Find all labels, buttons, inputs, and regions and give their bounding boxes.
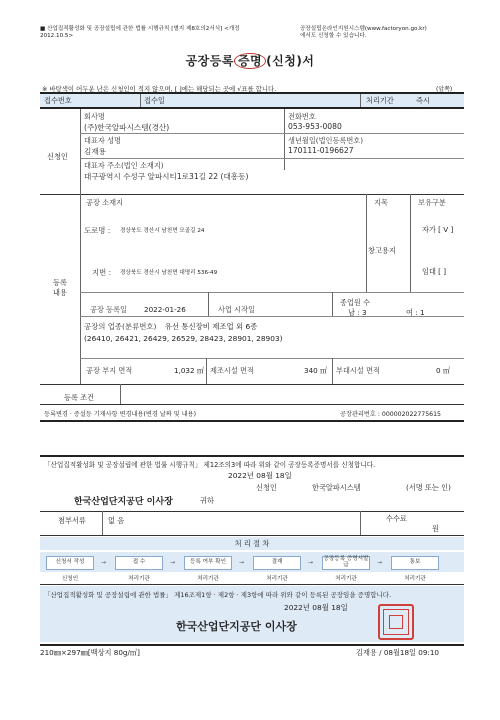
- receipt-row: [40, 94, 464, 107]
- title-circled-word: 증명: [234, 53, 266, 69]
- sign-or-seal-label: (서명 또는 인): [406, 483, 451, 492]
- process-step-box: 통보: [391, 556, 439, 570]
- process-step-actor: 처리기관: [335, 576, 357, 582]
- self-owned-checkbox: 자가 [ V ]: [422, 225, 454, 234]
- female-employees-value: 1: [419, 308, 425, 317]
- female-employees-label: 여 :: [406, 308, 418, 317]
- process-arrow-icon: →: [239, 559, 245, 566]
- registration-label-line-1: 등록: [53, 278, 67, 287]
- lot-address-value: 경상북도 경산시 남천면 대명리 536-49: [120, 270, 218, 276]
- factory-location-label: 공장 소재지: [86, 198, 124, 207]
- phone-label: 전화번호: [288, 112, 316, 121]
- addressee: 한국산업단지공단 이사장: [74, 497, 173, 507]
- process-step-box: 등록 여부 확인: [184, 556, 232, 570]
- land-category-value: 창고용지: [368, 246, 396, 255]
- birth-date-value: 170111-0196627: [288, 146, 354, 155]
- industry-codes: (26410, 26421, 26429, 26529, 28423, 28901, 28903): [84, 334, 283, 343]
- business-start-label: 사업 시작일: [218, 305, 256, 314]
- process-step-box: 결재: [253, 556, 301, 570]
- online-site-line-1: 공장설립온라인지원시스템(www.factoryon.go.kr): [300, 26, 427, 32]
- process-step-actor: 처리기관: [266, 576, 288, 582]
- processing-period-label: 처리기간: [366, 96, 394, 105]
- process-step-actor: 처리기관: [197, 576, 219, 582]
- attachments-value: 없 음: [108, 516, 125, 525]
- fee-label: 수수료: [386, 514, 407, 523]
- official-seal: [378, 604, 414, 640]
- lot-address-label: 지번 :: [92, 268, 112, 277]
- receipt-number-label: 접수번호: [44, 96, 72, 105]
- representative-name-value: 김재용: [84, 147, 107, 156]
- employees-label: 종업원 수: [340, 298, 371, 307]
- law-reference-line-1: ■ 산업집적활성화 및 공장설립에 관한 법률 시행규칙 [별지 제8호의2서식] <개정: [40, 26, 240, 32]
- applicant-section-label: 신청인: [47, 152, 68, 161]
- conditions-label: 등록 조건: [64, 393, 95, 402]
- process-step-box: 공장등록 증명서발급: [323, 556, 369, 568]
- birth-date-label: 생년월일(법인등록번호): [288, 136, 364, 145]
- certification-statement: 「산업집적활성화 및 공장설립에 관한 법률」 제16조제1항 · 제2항 · 제3항에 따라 위와 같이 등록된 공장임을 증명합니다.: [44, 591, 392, 599]
- applicant-signature-label: 신청인: [256, 483, 277, 492]
- registration-label-line-2: 내용: [53, 288, 67, 298]
- document-title: [0, 52, 500, 69]
- factory-management-number-label: 공장관리번호 :: [340, 411, 380, 418]
- application-statement: 「산업집적활성화 및 공장설립에 관한 법률 시행규칙」 제12조의3에 따라 위와 같이 공장등록증명서를 신청합니다.: [44, 461, 376, 469]
- site-area-label: 공장 부지 면적: [86, 366, 133, 375]
- registration-date-value: 2022-01-26: [144, 305, 186, 314]
- industry-label: 공장의 업종(분류번호): [84, 322, 157, 331]
- land-category-label: 지목: [374, 198, 388, 207]
- industry-line: [84, 321, 257, 332]
- industry-value: 유선 통신장비 제조업 외 6종: [164, 322, 258, 331]
- process-arrow-icon: →: [101, 559, 107, 566]
- notice-side-label: (앞쪽): [436, 86, 453, 93]
- change-history-label: 등록변경 · 증설등 기재사항 변경내용(변경 날짜 및 내용): [44, 411, 197, 418]
- process-title: 처 리 절 차: [234, 539, 270, 548]
- law-reference-line-2: 2012.10.5>: [40, 33, 74, 40]
- online-site-line-2: 에서도 신청할 수 있습니다.: [300, 33, 367, 40]
- auxiliary-area-value: 0 ㎡: [436, 366, 451, 375]
- process-title-bar: [40, 537, 464, 550]
- attachments-label: 첨부서류: [58, 516, 86, 525]
- phone-value: 053-953-0080: [288, 122, 342, 131]
- factory-management-number: [340, 409, 441, 418]
- road-address-value: 경상북도 경산시 남천면 모골길 24: [120, 228, 205, 234]
- certification-issuer: 한국산업단지공단 이사장: [176, 620, 297, 633]
- registration-section-label: [40, 278, 80, 298]
- paper-spec: 210㎜×297㎜[백상지 80g/㎡]: [40, 648, 140, 657]
- receipt-date-label: 접수일: [144, 96, 165, 105]
- notice-text: ※ 바탕색이 어두운 난은 신청인이 적지 않으며, [ ]에는 해당되는 곳에 √표를 합니다.: [42, 85, 277, 93]
- auxiliary-area-label: 부대시설 면적: [336, 366, 380, 375]
- title-part-1: 공장등록: [185, 54, 234, 68]
- representative-address-value: 대구광역시 수성구 알파시티1로31길 22 (대흥동): [84, 172, 249, 181]
- process-step-actor: 처리기관: [128, 576, 150, 582]
- manufacturing-area-label: 제조시설 면적: [210, 366, 254, 375]
- process-step-actor: 신청인: [61, 576, 79, 582]
- fee-unit: 원: [432, 524, 439, 533]
- male-employees-label: 남 :: [348, 308, 360, 317]
- application-date: 2022년 08월 18일: [228, 471, 292, 480]
- process-step-box: 접 수: [115, 556, 163, 570]
- representative-name-label: 대표자 성명: [84, 136, 122, 145]
- law-reference: [40, 26, 270, 41]
- leased-checkbox: 임대 [ ]: [422, 267, 447, 276]
- process-step-box: 신청서 작성: [46, 556, 94, 570]
- certification-date: 2022년 08월 18일: [284, 603, 348, 612]
- addressee-honorific: 귀하: [200, 496, 214, 505]
- online-site-note: [300, 26, 465, 41]
- applicant-signature-value: 한국알파시스템: [312, 483, 361, 492]
- representative-address-label: 대표자 주소(법인 소재지): [84, 161, 164, 170]
- process-step-actor: 처리기관: [404, 576, 426, 582]
- process-arrow-icon: →: [308, 559, 314, 566]
- male-employees-value: 3: [361, 308, 367, 317]
- print-stamp: 김재용 / 08월18일 09:10: [356, 648, 439, 657]
- factory-management-number-value: 000002022775615: [381, 411, 441, 418]
- site-area-value: 1,032 ㎡: [174, 366, 205, 375]
- process-arrow-icon: →: [170, 559, 176, 566]
- title-part-2: (신청)서: [266, 54, 315, 68]
- company-name-value: (주)한국알파시스템(경산): [84, 123, 170, 132]
- manufacturing-area-value: 340 ㎡: [304, 366, 328, 375]
- ownership-label: 보유구분: [418, 198, 446, 207]
- road-address-label: 도로명 :: [84, 226, 111, 235]
- registration-date-label: 공장 등록일: [90, 305, 128, 314]
- process-arrow-icon: →: [377, 559, 383, 566]
- processing-period-value: 즉시: [416, 96, 430, 105]
- company-name-label: 회사명: [84, 112, 105, 121]
